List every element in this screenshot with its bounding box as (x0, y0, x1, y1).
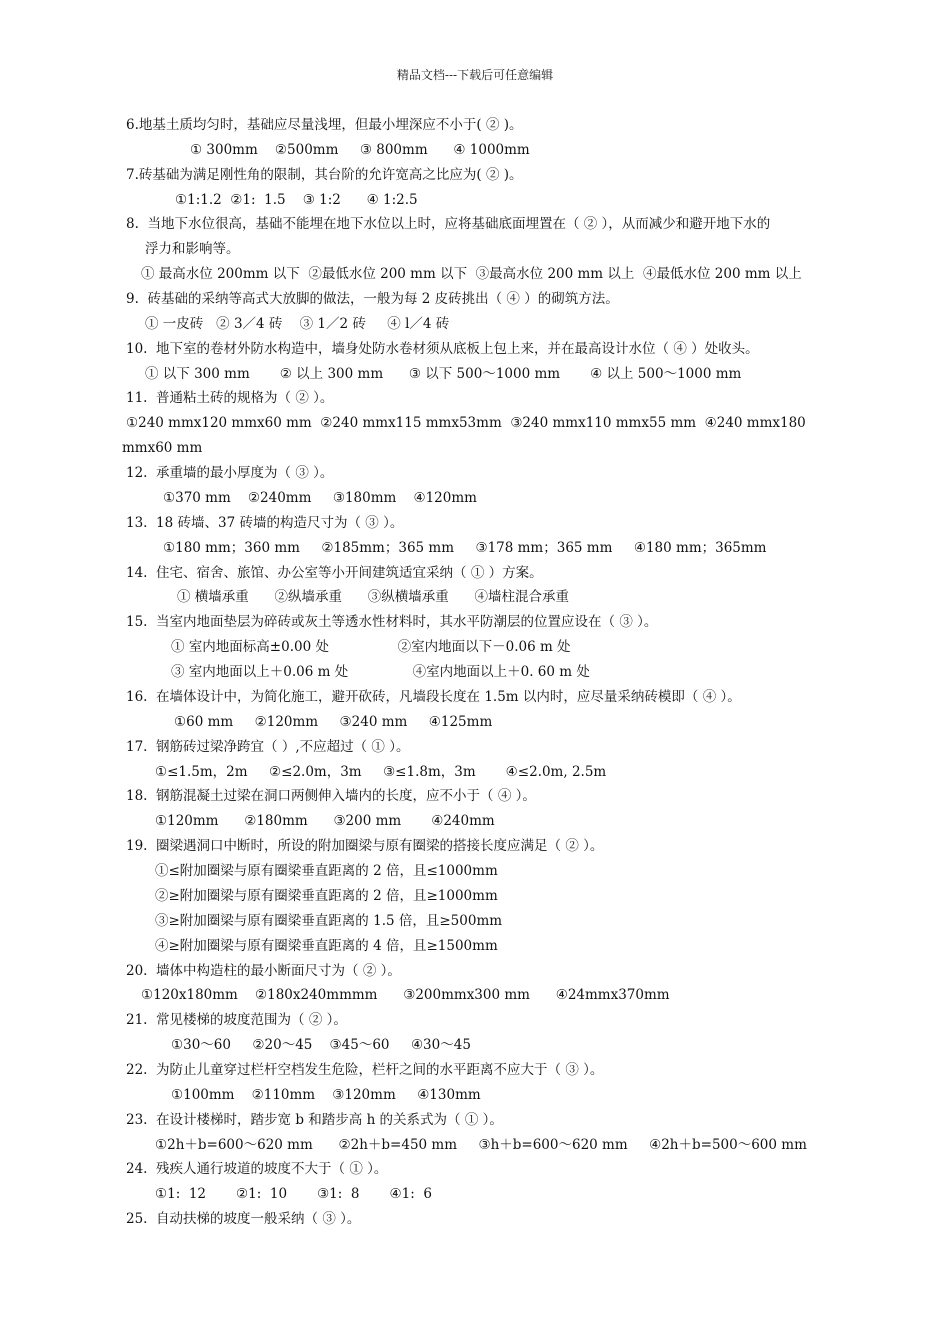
question-9-options: ① 一皮砖 ② 3／4 砖 ③ 1／2 砖 ④ l／4 砖 (145, 316, 450, 332)
question-10-options: ① 以下 300 mm ② 以上 300 mm ③ 以下 500～1000 mm ④ 以上 500～1000 mm (145, 366, 742, 382)
question-19-stem: 19. 圈梁遇洞口中断时，所设的附加圈梁与原有圈梁的搭接长度应满足（ ② ）。 (126, 838, 604, 854)
question-20-options: ①120x180mm ②180x240mmmm ③200mmx300 mm ④24mmx370mm (141, 987, 670, 1003)
question-21-stem: 21. 常见楼梯的坡度范围为（ ② ）。 (126, 1012, 347, 1028)
question-7-options: ①1:1.2 ②1: 1.5 ③ 1:2 ④ 1:2.5 (175, 192, 418, 208)
question-23-options: ①2h＋b=600～620 mm ②2h＋b=450 mm ③h＋b=600～620 mm ④2h＋b=500～600 mm (155, 1137, 807, 1153)
question-23-stem: 23. 在设计楼梯时，踏步宽 b 和踏步高 h 的关系式为（ ① ）。 (126, 1112, 503, 1128)
question-6-stem: 6.地基土质均匀时，基础应尽量浅埋，但最小埋深应不小于( ② )。 (126, 117, 523, 133)
question-13-stem: 13. 18 砖墙、37 砖墙的构造尺寸为（ ③ ）。 (126, 515, 404, 531)
question-15-stem: 15. 当室内地面垫层为碎砖或灰土等透水性材料时，其水平防潮层的位置应设在（ ③ ）。 (126, 614, 658, 630)
question-14-options: ① 横墙承重 ②纵墙承重 ③纵横墙承重 ④墙柱混合承重 (177, 589, 570, 605)
question-19-option-4: ④≥附加圈梁与原有圈梁垂直距离的 4 倍，且≥1500mm (155, 938, 498, 954)
question-12-options: ①370 mm ②240mm ③180mm ④120mm (163, 490, 477, 506)
question-15-options-row-2: ③ 室内地面以上＋0.06 m 处 ④室内地面以上＋0. 60 m 处 (171, 664, 590, 680)
question-9-stem: 9. 砖基础的采纳等高式大放脚的做法，一般为每 2 皮砖挑出（ ④ ）的砌筑方法。 (126, 291, 619, 307)
question-18-stem: 18. 钢筋混凝土过梁在洞口两侧伸入墙内的长度，应不小于（ ④ ）。 (126, 788, 536, 804)
question-24-stem: 24. 残疾人通行坡道的坡度不大于（ ① ）。 (126, 1161, 388, 1177)
question-11-options: ①240 mmx120 mmx60 mm ②240 mmx115 mmx53mm ③240 mmx110 mmx55 mm ④240 mmx180 (126, 415, 806, 431)
question-18-options: ①120mm ②180mm ③200 mm ④240mm (155, 813, 495, 829)
question-10-stem: 10. 地下室的卷材外防水构造中，墙身处防水卷材须从底板上包上来，并在最高设计水位（ ④ ）处收头。 (126, 341, 759, 357)
question-11-options-continued: mmx60 mm (122, 440, 203, 456)
question-6-options: ① 300mm ②500mm ③ 800mm ④ 1000mm (190, 142, 530, 158)
question-13-options: ①180 mm；360 mm ②185mm；365 mm ③178 mm；365 mm ④180 mm；365mm (163, 540, 767, 556)
question-16-stem: 16. 在墙体设计中，为简化施工，避开砍砖，凡墙段长度在 1.5m 以内时，应尽量采纳砖模即（ ④ ）。 (126, 689, 741, 705)
question-17-stem: 17. 钢筋砖过梁净跨宜（ ）,不应超过（ ① ）。 (126, 739, 410, 755)
question-21-options: ①30～60 ②20～45 ③45～60 ④30～45 (171, 1037, 471, 1053)
question-8-options: ① 最高水位 200mm 以下 ②最低水位 200 mm 以下 ③最高水位 200 mm 以上 ④最低水位 200 mm 以上 (141, 266, 802, 282)
question-19-option-3: ③≥附加圈梁与原有圈梁垂直距离的 1.5 倍，且≥500mm (155, 913, 503, 929)
question-22-options: ①100mm ②110mm ③120mm ④130mm (171, 1087, 481, 1103)
question-22-stem: 22. 为防止儿童穿过栏杆空档发生危险，栏杆之间的水平距离不应大于（ ③ ）。 (126, 1062, 604, 1078)
question-24-options: ①1: 12 ②1: 10 ③1: 8 ④1: 6 (155, 1186, 432, 1202)
question-15-options-row-1: ① 室内地面标高±0.00 处 ②室内地面以下－0.06 m 处 (171, 639, 571, 655)
question-19-option-2: ②≥附加圈梁与原有圈梁垂直距离的 2 倍，且≥1000mm (155, 888, 498, 904)
question-7-stem: 7.砖基础为满足刚性角的限制，其台阶的允许宽高之比应为( ② )。 (126, 167, 523, 183)
question-12-stem: 12. 承重墙的最小厚度为（ ③ ）。 (126, 465, 334, 481)
question-16-options: ①60 mm ②120mm ③240 mm ④125mm (174, 714, 493, 730)
question-25-stem: 25. 自动扶梯的坡度一般采纳（ ③ ）。 (126, 1211, 361, 1227)
question-14-stem: 14. 住宅、宿舍、旅馆、办公室等小开间建筑适宜采纳（ ① ）方案。 (126, 565, 543, 581)
question-17-options: ①≤1.5m，2m ②≤2.0m，3m ③≤1.8m，3m ④≤2.0m, 2.5m (155, 764, 607, 780)
question-20-stem: 20. 墙体中构造柱的最小断面尺寸为（ ② ）。 (126, 963, 401, 979)
question-8-stem-continued: 浮力和影响等。 (145, 241, 240, 257)
page-header: 精品文档---下载后可任意编辑 (396, 68, 554, 82)
question-19-option-1: ①≤附加圈梁与原有圈梁垂直距离的 2 倍，且≤1000mm (155, 863, 498, 879)
question-8-stem: 8. 当地下水位很高，基础不能埋在地下水位以上时，应将基础底面埋置在（ ② ），从而减少和避开地下水的 (126, 216, 771, 232)
question-11-stem: 11. 普通粘土砖的规格为（ ② ）。 (126, 390, 334, 406)
